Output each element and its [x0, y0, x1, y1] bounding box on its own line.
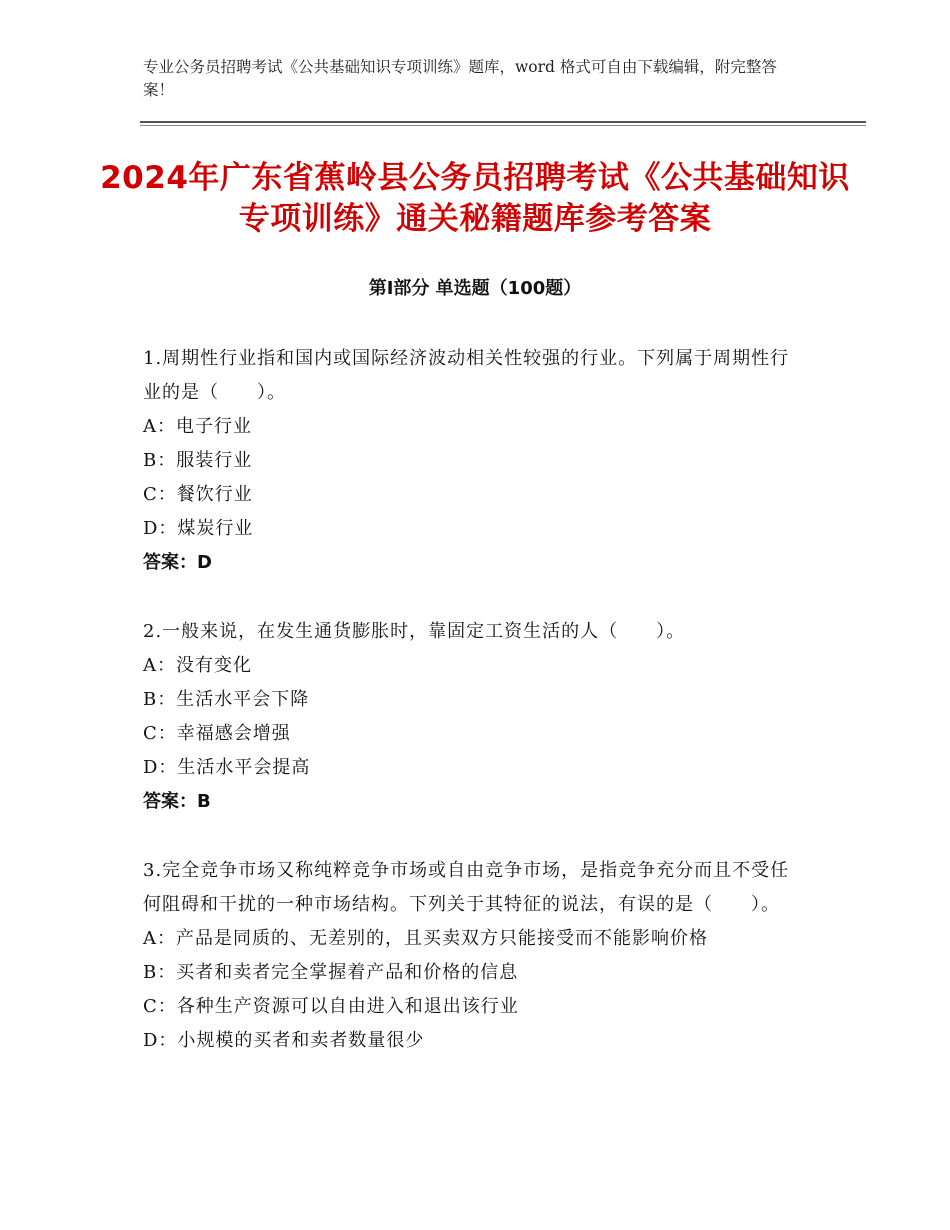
question-text: 3.完全竞争市场又称纯粹竞争市场或自由竞争市场，是指竞争充分而且不受任何阻碍和干扰的一种市场结构。下列关于其特征的说法，有误的是（ ）。 — [143, 860, 790, 915]
question-text: 1.周期性行业指和国内或国际经济波动相关性较强的行业。下列属于周期性行业的是（ ）。 — [143, 348, 790, 403]
question-2 — [143, 615, 803, 819]
header-note: 专业公务员招聘考试《公共基础知识专项训练》题库，word 格式可自由下载编辑，附完整答案！ — [143, 58, 777, 99]
option-a: A：电子行业 — [143, 416, 252, 437]
document-title: 2024年广东省蕉岭县公务员招聘考试《公共基础知识专项训练》通关秘籍题库参考答案 — [100, 160, 850, 237]
question-text: 2.一般来说，在发生通货膨胀时，靠固定工资生活的人（ ）。 — [143, 621, 686, 642]
header-divider-thin — [140, 125, 866, 126]
header-divider — [140, 121, 866, 123]
answer: 答案：D — [143, 552, 212, 573]
option-d: D：小规模的买者和卖者数量很少 — [143, 1030, 425, 1051]
section-heading: 第Ⅰ部分 单选题（100题） — [368, 278, 582, 299]
option-b: B：生活水平会下降 — [143, 689, 310, 710]
question-3 — [143, 854, 803, 1058]
option-c: C：幸福感会增强 — [143, 723, 291, 744]
option-c: C：餐饮行业 — [143, 484, 253, 505]
answer: 答案：B — [143, 791, 211, 812]
option-b: B：买者和卖者完全掌握着产品和价格的信息 — [143, 962, 519, 983]
option-b: B：服装行业 — [143, 450, 253, 471]
option-c: C：各种生产资源可以自由进入和退出该行业 — [143, 996, 519, 1017]
question-1 — [143, 342, 803, 580]
option-d: D：煤炭行业 — [143, 518, 254, 539]
option-a: A：产品是同质的、无差别的，且买卖双方只能接受而不能影响价格 — [143, 928, 708, 949]
option-d: D：生活水平会提高 — [143, 757, 311, 778]
option-a: A：没有变化 — [143, 655, 252, 676]
